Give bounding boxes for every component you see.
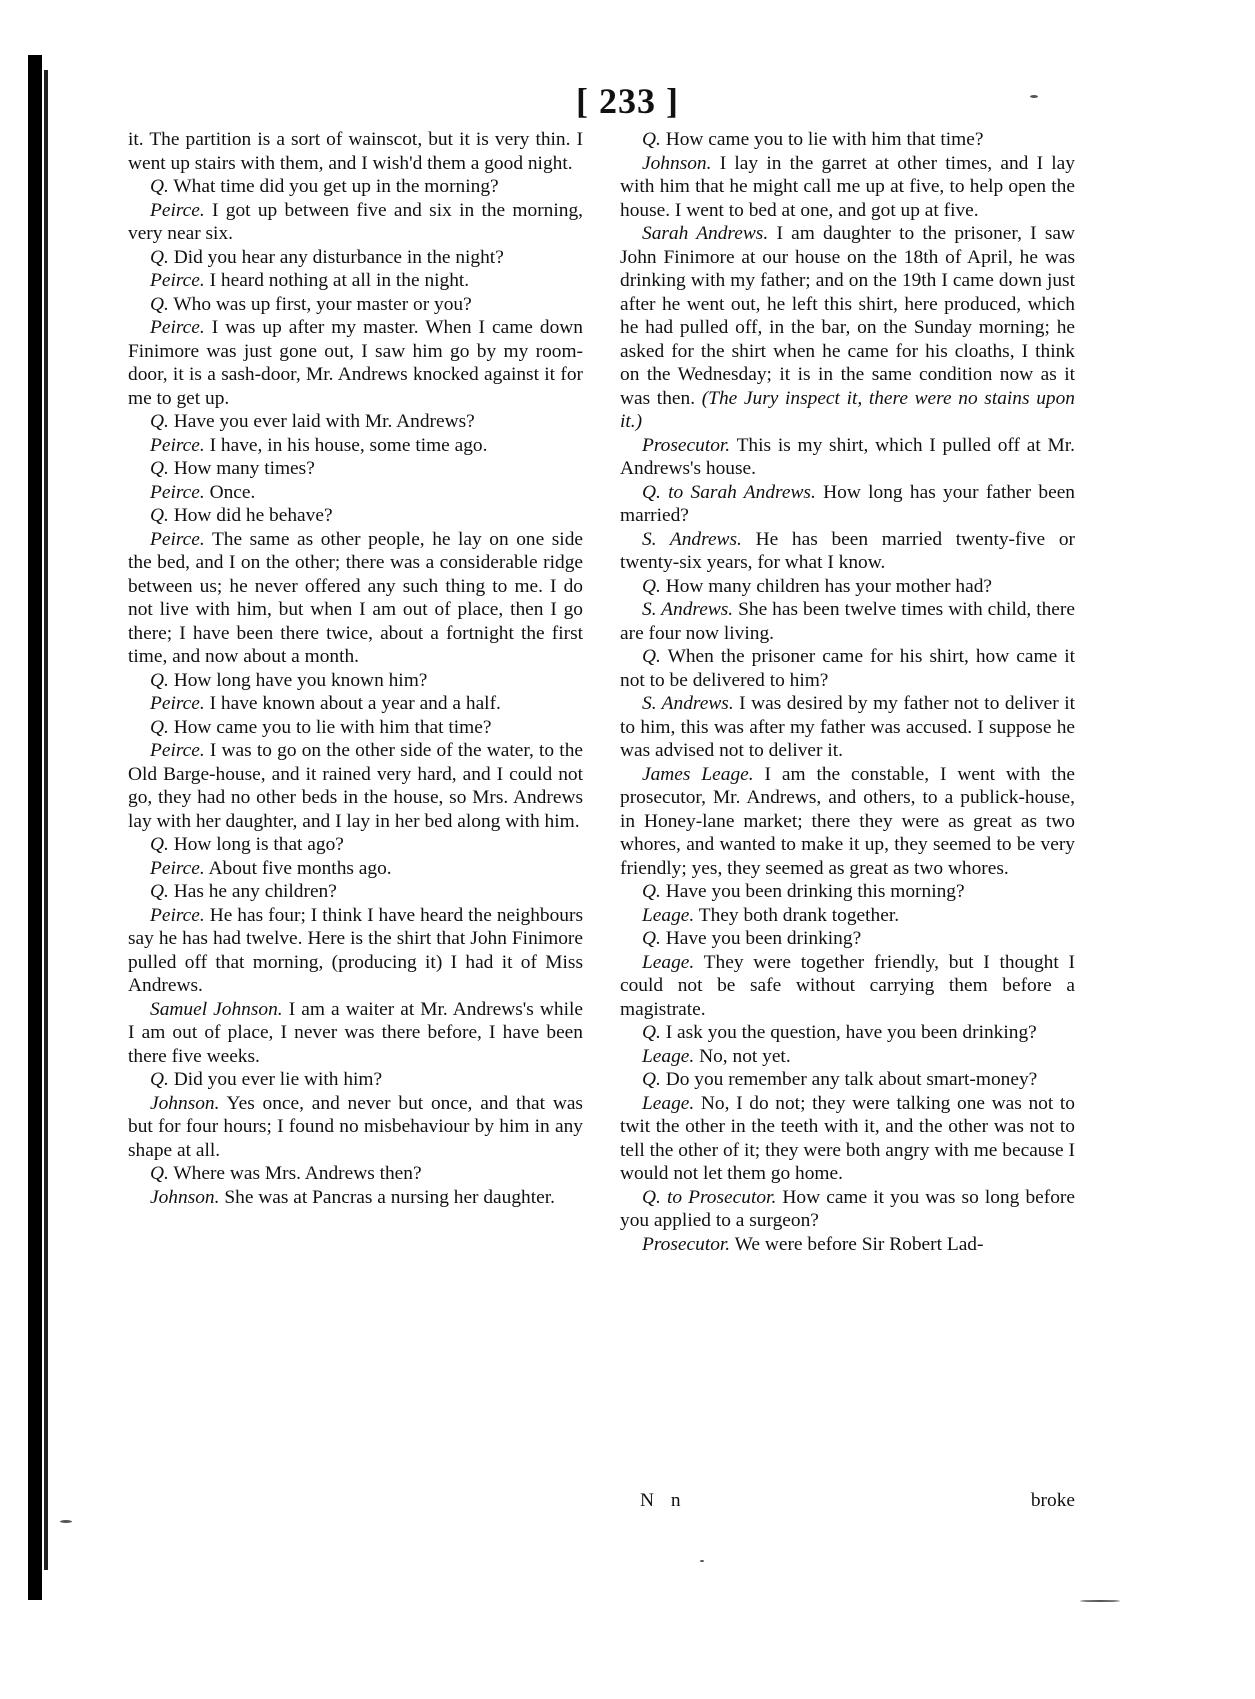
page-number: [ 233 ] bbox=[576, 81, 679, 121]
paragraph bbox=[128, 857, 583, 881]
paragraph bbox=[620, 904, 1075, 928]
speaker-label: Q. bbox=[150, 176, 169, 197]
paragraph-text: How came you to lie with him that time? bbox=[665, 129, 984, 150]
paragraph bbox=[128, 293, 583, 317]
speaker-label: Leage. bbox=[642, 904, 695, 926]
speaker-label: James Leage. bbox=[642, 763, 754, 785]
paragraph bbox=[128, 528, 583, 669]
speaker-label: Peirce. bbox=[150, 481, 205, 503]
paragraph bbox=[128, 175, 583, 199]
paragraph-text: I got up between five and six in the morning, very near six. bbox=[128, 199, 583, 244]
paragraph bbox=[128, 246, 583, 270]
speaker-label: Q. bbox=[150, 1069, 169, 1090]
paragraph bbox=[620, 1233, 1075, 1257]
paragraph bbox=[620, 692, 1075, 763]
speaker-label: Q. bbox=[150, 669, 169, 691]
paragraph bbox=[128, 1186, 583, 1210]
speaker-label: Q. bbox=[150, 246, 169, 268]
speaker-label: Q. bbox=[150, 881, 169, 902]
right-column bbox=[620, 128, 1075, 1256]
paragraph-text: How did he behave? bbox=[173, 505, 333, 526]
paragraph bbox=[128, 716, 583, 740]
speaker-label: Sarah Andrews. bbox=[642, 223, 769, 244]
paragraph bbox=[128, 410, 583, 434]
speaker-label: Q. bbox=[150, 505, 169, 526]
paragraph-text: I heard nothing at all in the night. bbox=[209, 270, 470, 291]
paragraph-text: How long has your father been married? bbox=[620, 481, 1076, 526]
paragraph-text: Did you ever lie with him? bbox=[173, 1069, 383, 1090]
speaker-label: Peirce. bbox=[150, 434, 205, 456]
speaker-label: Q. bbox=[150, 293, 169, 315]
left-column bbox=[128, 128, 583, 1209]
paragraph-text: He has been married twenty-five or twenty-six years, for what I know. bbox=[620, 528, 1075, 573]
speaker-label: Q. bbox=[642, 575, 661, 597]
stage-note: (The Jury inspect it, there were no stains upon it.) bbox=[620, 387, 1075, 432]
paragraph bbox=[128, 833, 583, 857]
paragraph-text: it. The partition is a sort of wainscot, but it is very thin. I went up stairs with them, and I wish'd them a good night. bbox=[128, 129, 583, 174]
scan-speck bbox=[1030, 95, 1038, 98]
binding-edge bbox=[44, 70, 48, 1570]
speaker-label: S. Andrews. bbox=[642, 528, 742, 550]
paragraph-text: I was to go on the other side of the water, to the Old Barge-house, and it rained very hard, and I could not go, they had no other beds in the house, so Mrs. Andrews lay with her daughter, and I lay in her bed along with him. bbox=[128, 740, 583, 832]
paragraph-text: I ask you the question, have you been drinking? bbox=[665, 1022, 1037, 1043]
speaker-label: Q. bbox=[642, 928, 661, 949]
speaker-label: Q. bbox=[642, 129, 661, 150]
signature-mark: N n bbox=[640, 1490, 687, 1511]
paragraph bbox=[620, 880, 1075, 904]
binding-shadow bbox=[28, 55, 42, 1600]
paragraph bbox=[620, 1045, 1075, 1069]
speaker-label: Q. bbox=[150, 411, 169, 432]
speaker-label: Q. bbox=[642, 881, 661, 902]
paragraph-text: How came you to lie with him that time? bbox=[173, 716, 492, 738]
speaker-label: Peirce. bbox=[150, 740, 205, 761]
catchword: broke bbox=[1030, 1490, 1075, 1511]
paragraph bbox=[128, 481, 583, 505]
paragraph-text: How many children has your mother had? bbox=[665, 575, 993, 597]
paragraph-text: I have, in his house, some time ago. bbox=[209, 434, 488, 456]
paragraph-text: How long is that ago? bbox=[173, 834, 344, 855]
speaker-label: Leage. bbox=[642, 1045, 695, 1067]
paragraph-text: Once. bbox=[209, 481, 256, 503]
speaker-label: Q. bbox=[642, 1069, 661, 1090]
paragraph-text: She was at Pancras a nursing her daughter. bbox=[224, 1186, 555, 1208]
paragraph-text: They both drank together. bbox=[698, 904, 900, 926]
paragraph bbox=[128, 316, 583, 410]
paragraph bbox=[128, 1162, 583, 1186]
paragraph-text: Do you remember any talk about smart-money? bbox=[665, 1069, 1038, 1090]
paragraph bbox=[620, 128, 1075, 152]
paragraph-text: The same as other people, he lay on one side the bed, and I on the other; there was a considerable ridge between us; he never offered any such thing to me. I do not live with him, but when I am out of place, then I go there; I have been there twice, about a fortnight the first time, and now about a month. bbox=[128, 528, 583, 667]
paragraph-text: How long have you known him? bbox=[173, 669, 428, 691]
paragraph bbox=[128, 904, 583, 998]
speaker-label: S. Andrews. bbox=[642, 599, 734, 620]
paragraph-text: Who was up first, your master or you? bbox=[173, 293, 472, 315]
speaker-label: Peirce. bbox=[150, 270, 205, 291]
paragraph-text: Has he any children? bbox=[173, 881, 337, 902]
paragraph bbox=[620, 645, 1075, 692]
speaker-label: Q. bbox=[642, 1022, 661, 1043]
speaker-label: Prosecutor. bbox=[642, 434, 731, 456]
paragraph bbox=[128, 692, 583, 716]
paragraph bbox=[620, 763, 1075, 881]
paragraph bbox=[620, 598, 1075, 645]
speaker-label: Leage. bbox=[642, 1092, 695, 1114]
speaker-label: Peirce. bbox=[150, 317, 205, 338]
speaker-label: Johnson. bbox=[642, 152, 712, 174]
speaker-label: Samuel Johnson. bbox=[150, 998, 283, 1020]
paragraph-text: They were together friendly, but I thought I could not be safe without carrying them before a magistrate. bbox=[620, 951, 1075, 1020]
page-footer bbox=[620, 1490, 1075, 1512]
paragraph-text: She has been twelve times with child, there are four now living. bbox=[620, 599, 1075, 644]
paragraph bbox=[620, 152, 1075, 223]
speaker-label: Q. bbox=[150, 1163, 169, 1184]
paragraph-text: What time did you get up in the morning? bbox=[173, 176, 499, 197]
speaker-label: Leage. bbox=[642, 951, 695, 973]
paragraph-text: No, not yet. bbox=[699, 1045, 791, 1067]
paragraph bbox=[620, 434, 1075, 481]
paragraph bbox=[128, 669, 583, 693]
paragraph bbox=[128, 128, 583, 175]
paragraph bbox=[128, 880, 583, 904]
speaker-label: S. Andrews. bbox=[642, 693, 734, 714]
paragraph bbox=[620, 1092, 1075, 1186]
paragraph bbox=[128, 1068, 583, 1092]
paragraph bbox=[128, 1092, 583, 1163]
paragraph-text: No, I do not; they were talking one was not to twit the other in the teeth with it, and the other was not to tell the other of it; they were both angry with me because I would not let them go home. bbox=[620, 1092, 1075, 1184]
paragraph-text: I have known about a year and a half. bbox=[209, 693, 501, 714]
paragraph-text: I am daughter to the prisoner, I saw John Finimore at our house on the 18th of April, he was drinking with my father; and on the 19th I came down just after he went out, he left this shirt, here produced, which he had pulled off, in the bar, on the Sunday morning; he asked for the shirt when he came for his cloaths, I think on the Wednesday; it is in the same condition now as it was then. bbox=[620, 223, 1075, 409]
scan-speck bbox=[700, 1560, 704, 1562]
speaker-label: Peirce. bbox=[150, 857, 205, 879]
paragraph bbox=[620, 927, 1075, 951]
paragraph-text: We were before Sir Robert Lad- bbox=[734, 1233, 984, 1255]
paragraph-text: Yes once, and never but once, and that was but for four hours; I found no misbehaviour by him in any shape at all. bbox=[128, 1092, 583, 1161]
paragraph-text: How came it you was so long before you applied to a surgeon? bbox=[620, 1186, 1075, 1231]
speaker-label: Peirce. bbox=[150, 199, 205, 221]
scan-speck bbox=[60, 1520, 72, 1523]
paragraph bbox=[128, 269, 583, 293]
paragraph-text: Have you been drinking? bbox=[665, 928, 862, 949]
speaker-label: Johnson. bbox=[150, 1186, 220, 1208]
speaker-label: Q. bbox=[150, 716, 169, 738]
paragraph bbox=[128, 434, 583, 458]
speaker-label: Peirce. bbox=[150, 904, 205, 926]
paragraph-text: I was desired by my father not to deliver it to him, this was after my father was accused. I suppose he was advised not to deliver it. bbox=[620, 693, 1075, 761]
paragraph bbox=[620, 575, 1075, 599]
speaker-label: Prosecutor. bbox=[642, 1233, 731, 1255]
paragraph bbox=[620, 481, 1075, 528]
speaker-label: Johnson. bbox=[150, 1092, 220, 1114]
speaker-label: Q. bbox=[150, 834, 169, 855]
paragraph-text: He has four; I think I have heard the neighbours say he has had twelve. Here is the shirt that John Finimore pulled off that morning, (producing it) I had it of Miss Andrews. bbox=[128, 904, 583, 996]
paragraph-text: About five months ago. bbox=[208, 857, 392, 879]
speaker-label: Q. to Sarah Andrews. bbox=[642, 481, 816, 503]
paragraph-text: Where was Mrs. Andrews then? bbox=[173, 1163, 422, 1184]
speaker-label: Q. bbox=[642, 646, 661, 667]
speaker-label: Peirce. bbox=[150, 528, 205, 550]
speaker-label: Q. to Prosecutor. bbox=[642, 1186, 777, 1208]
paragraph-text: Have you been drinking this morning? bbox=[665, 881, 965, 902]
paragraph bbox=[620, 1021, 1075, 1045]
paragraph-text: I lay in the garret at other times, and I lay with him that he might call me up at five, to help open the house. I went to bed at one, and got up at five. bbox=[620, 152, 1075, 221]
speaker-label: Q. bbox=[150, 458, 169, 479]
paragraph bbox=[620, 528, 1075, 575]
paragraph bbox=[128, 504, 583, 528]
paragraph-text: How many times? bbox=[173, 458, 315, 479]
speaker-label: Peirce. bbox=[150, 693, 205, 714]
paragraph-text: I am the constable, I went with the prosecutor, Mr. Andrews, and others, to a publick-house, in Honey-lane market; there they were as great as two whores, and wanted to make it up, they seemed to be very friendly; yes, they seemed as great as two whores. bbox=[620, 763, 1075, 879]
paragraph-text: When the prisoner came for his shirt, how came it not to be delivered to him? bbox=[620, 646, 1075, 691]
paragraph-text: I am a waiter at Mr. Andrews's while I am out of place, I never was there before, I have been there five weeks. bbox=[128, 998, 583, 1067]
paragraph bbox=[128, 739, 583, 833]
paragraph bbox=[620, 1186, 1075, 1233]
paragraph-text: Did you hear any disturbance in the night? bbox=[173, 246, 504, 268]
paragraph-text: This is my shirt, which I pulled off at Mr. Andrews's house. bbox=[620, 434, 1075, 479]
scan-speck bbox=[1080, 1600, 1120, 1602]
paragraph bbox=[128, 457, 583, 481]
paragraph bbox=[128, 998, 583, 1069]
paragraph bbox=[620, 951, 1075, 1022]
paragraph bbox=[620, 1068, 1075, 1092]
paragraph bbox=[620, 222, 1075, 434]
paragraph-text: Have you ever laid with Mr. Andrews? bbox=[173, 411, 475, 432]
paragraph-text: I was up after my master. When I came down Finimore was just gone out, I saw him go by my room-door, it is a sash-door, Mr. Andrews knocked against it for me to get up. bbox=[128, 317, 583, 409]
paragraph bbox=[128, 199, 583, 246]
